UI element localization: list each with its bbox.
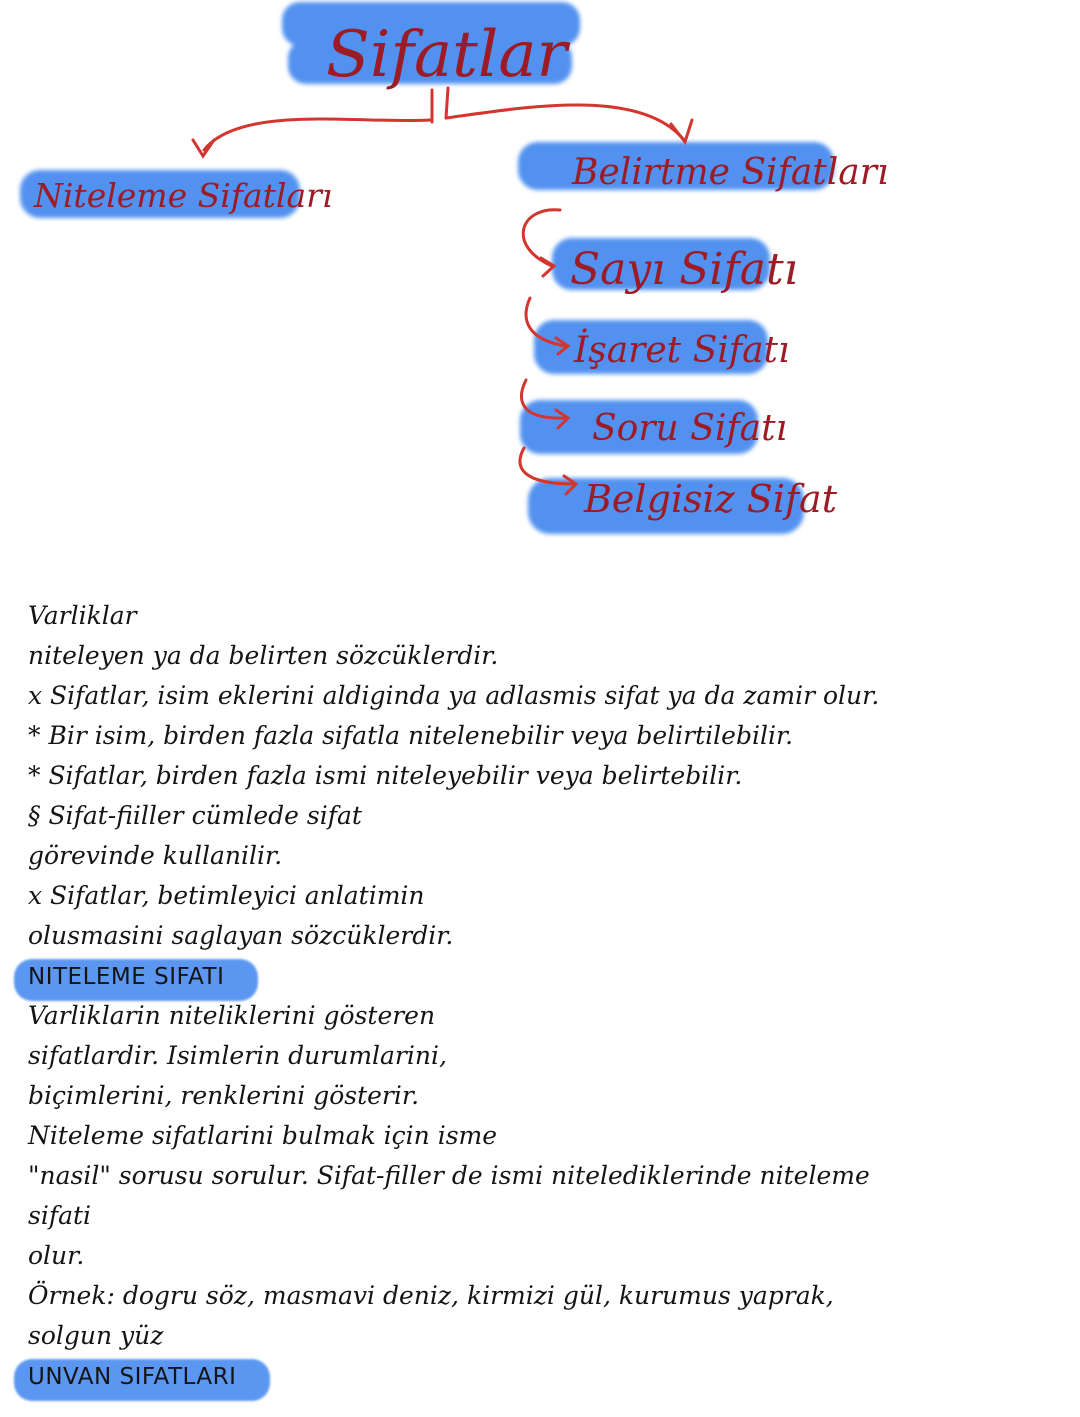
- note-line: sifati: [28, 1201, 92, 1230]
- section-heading-unvan: UNVAN SIFATLARI: [28, 1357, 236, 1397]
- note-line: * Sifatlar, birden fazla ismi niteleyebilir veya belirtebilir.: [28, 761, 743, 790]
- section-heading-niteleme: NITELEME SIFATI: [28, 957, 224, 997]
- note-line: Niteleme sifatlarini bulmak için isme: [28, 1121, 498, 1150]
- note-line: görevinde kullanilir.: [28, 841, 283, 870]
- sub-item-soru: Soru Sifatı: [592, 408, 788, 449]
- note-line: niteleyen ya da belirten sözcüklerdir.: [28, 641, 499, 670]
- notes-text: [28, 596, 1058, 1396]
- left-branch-label: Niteleme Sifatları: [34, 176, 333, 215]
- note-line: x Sifatlar, isim eklerini aldiginda ya adlasmis sifat ya da zamir olur.: [28, 681, 880, 710]
- note-line: * Bir isim, birden fazla sifatla nitelenebilir veya belirtilebilir.: [28, 721, 794, 750]
- note-line: biçimlerini, renklerini gösterir.: [28, 1081, 420, 1110]
- note-line: Örnek: dogru söz, masmavi deniz, kirmizi gül, kurumus yaprak,: [28, 1281, 834, 1310]
- note-line: x Sifatlar, betimleyici anlatimin: [28, 881, 425, 910]
- sub-item-sayi: Sayı Sifatı: [570, 244, 798, 295]
- note-line: "nasil" sorusu sorulur. Sifat-filler de ismi nitelediklerinde niteleme: [28, 1161, 870, 1190]
- sub-item-belgisiz: Belgisiz Sifat: [584, 477, 837, 521]
- note-line: sifatlardir. Isimlerin durumlarini,: [28, 1041, 447, 1070]
- mind-map-diagram: [0, 0, 1080, 560]
- note-line: olusmasini saglayan sözcüklerdir.: [28, 921, 454, 950]
- diagram-title: Sifatlar: [326, 18, 568, 92]
- note-line: § Sifat-fiiller cümlede sifat: [28, 801, 362, 830]
- note-line: solgun yüz: [28, 1321, 164, 1350]
- note-line: Varliklarin niteliklerini gösteren: [28, 1001, 436, 1030]
- right-branch-label: Belirtme Sifatları: [572, 152, 889, 193]
- sub-item-isaret: İşaret Sifatı: [574, 330, 790, 371]
- note-line: olur.: [28, 1241, 85, 1270]
- note-line: Varliklar: [28, 601, 137, 630]
